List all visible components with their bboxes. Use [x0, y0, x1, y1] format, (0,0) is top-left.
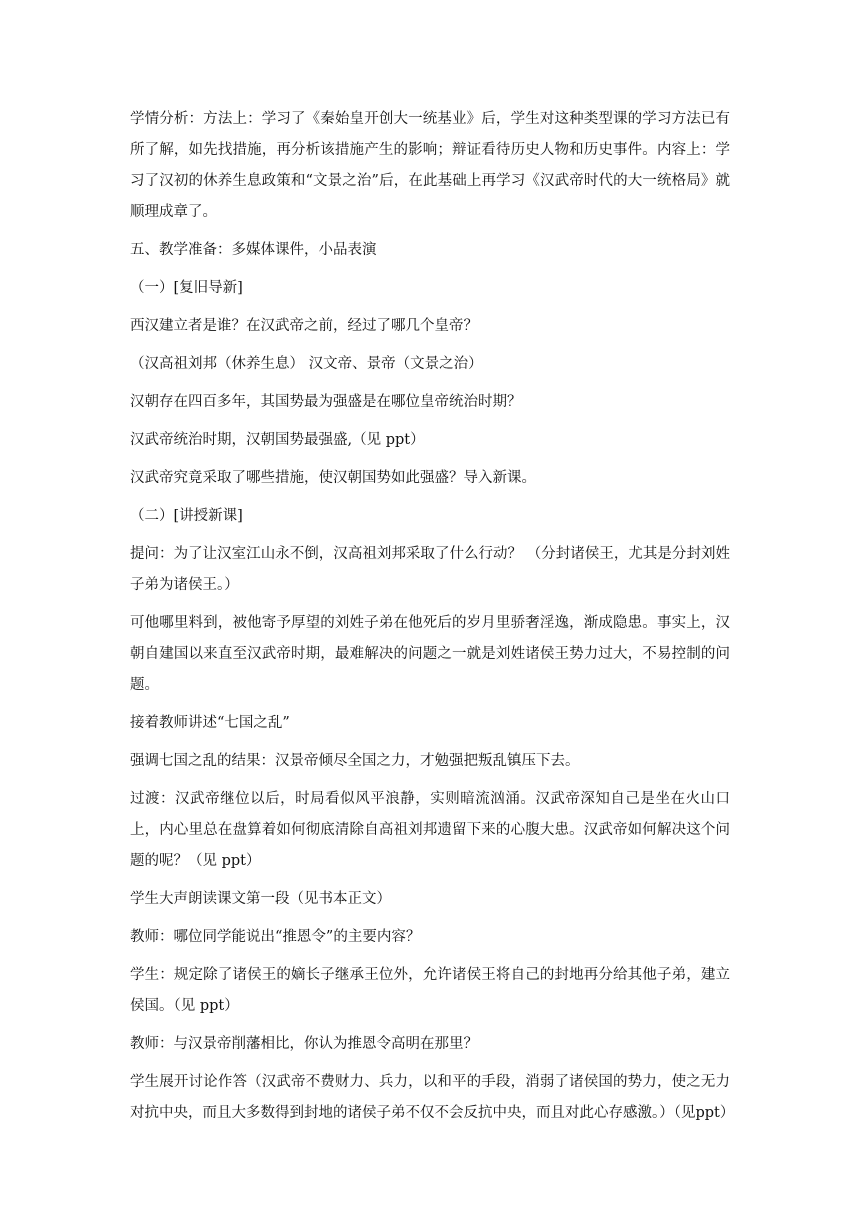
paragraph-teacher-question-tuien: 教师：哪位同学能说出“推恩令”的主要内容？ [130, 929, 421, 945]
document-body [130, 104, 735, 1136]
paragraph-answer-emperors: （汉高祖刘邦（休养生息） 汉文帝、景帝（文景之治） [130, 356, 483, 372]
paragraph-lead-in: 汉武帝究竟采取了哪些措施，使汉朝国势如此强盛？导入新课。 [130, 470, 536, 486]
paragraph-seven-states: 接着教师讲述“七国之乱” [130, 715, 290, 731]
paragraph-student-answer-tuien: 学生：规定除了诸侯王的嫡长子继承王位外，允许诸侯王将自己的封地再分给其他子弟，建立侯国。（见 ppt） [130, 967, 730, 1014]
paragraph-rebellion-result: 强调七国之乱的结果：汉景帝倾尽全国之力，才勉强把叛乱镇压下去。 [130, 753, 580, 769]
paragraph-hidden-danger: 可他哪里料到，被他寄予厚望的刘姓子弟在他死后的岁月里骄奢淫逸，渐成隐患。事实上，汉朝自建国以来直至汉武帝时期，最难解决的问题之一就是刘姓诸侯王势力过大，不易控制的问题。 [130, 615, 730, 693]
paragraph-transition: 过渡：汉武帝继位以后，时局看似风平浪静，实则暗流汹涌。汉武帝深知自己是坐在火山口上，内心里总在盘算着如何彻底清除自高祖刘邦遗留下来的心腹大患。汉武帝如何解决这个问题的呢？（见 ppt） [130, 791, 730, 869]
paragraph-section-new-lesson: （二）[讲授新课] [130, 508, 243, 524]
paragraph-question-strongest: 汉朝存在四百多年，其国势最为强盛是在哪位皇帝统治时期？ [130, 394, 522, 410]
paragraph-teaching-preparation: 五、教学准备：多媒体课件，小品表演 [130, 242, 377, 258]
paragraph-answer-wudi: 汉武帝统治时期，汉朝国势最强盛,（见 ppt） [130, 432, 425, 448]
paragraph-section-review: （一）[复旧导新] [130, 280, 243, 296]
paragraph-teacher-question-compare: 教师：与汉景帝削藩相比，你认为推恩令高明在那里？ [130, 1036, 478, 1052]
paragraph-read-aloud: 学生大声朗读课文第一段（见书本正文） [130, 891, 391, 907]
paragraph-question-founder: 西汉建立者是谁？在汉武帝之前，经过了哪几个皇帝？ [130, 318, 478, 334]
paragraph-student-discussion: 学生展开讨论作答（汉武帝不费财力、兵力，以和平的手段，消弱了诸侯国的势力，使之无力对抗中央，而且大多数得到封地的诸侯子弟不仅不会反抗中央，而且对此心存感激。）（见ppt） [130, 1074, 735, 1121]
paragraph-question-enfeoffment: 提问：为了让汉室江山永不倒，汉高祖刘邦采取了什么行动？ （分封诸侯王，尤其是分封刘姓子弟为诸侯王。） [130, 546, 730, 593]
paragraph-learning-analysis: 学情分析：方法上：学习了《秦始皇开创大一统基业》后，学生对这种类型课的学习方法已有所了解，如先找措施，再分析该措施产生的影响；辩证看待历史人物和历史事件。内容上：学习了汉初的休养生息政策和“文景之治”后，在此基础上再学习《汉武帝时代的大一统格局》就顺理成章了。 [130, 111, 730, 220]
